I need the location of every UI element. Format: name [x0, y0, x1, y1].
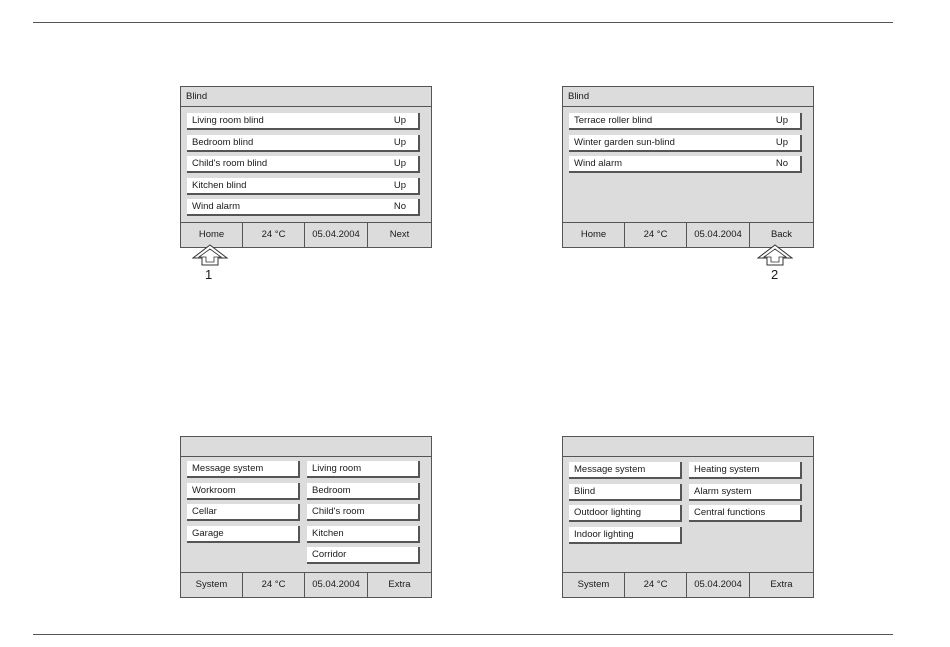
list-item-living-room[interactable]: Living room — [307, 461, 420, 478]
list-item-workroom[interactable]: Workroom — [187, 483, 300, 500]
row-value: Up — [393, 180, 406, 191]
row-value: No — [775, 158, 788, 169]
rooms-panel — [180, 436, 432, 598]
top-rule — [33, 22, 893, 23]
blind-panel-2 — [562, 86, 814, 248]
functions-panel — [562, 436, 814, 598]
list-item-childs-room[interactable]: Child's room — [307, 504, 420, 521]
panel-title: Blind — [181, 87, 431, 107]
list-item-central-functions[interactable]: Central functions — [689, 505, 802, 522]
list-item-message-system[interactable]: Message system — [569, 462, 682, 479]
list-item-bedroom[interactable]: Bedroom — [307, 483, 420, 500]
list-item-kitchen[interactable]: Kitchen — [307, 526, 420, 543]
callout-number-1: 1 — [205, 267, 213, 282]
panel-title — [563, 437, 813, 457]
footer-bar — [181, 572, 431, 597]
system-button[interactable]: System — [563, 573, 625, 597]
row-label: Wind alarm — [192, 201, 241, 212]
list-item-garage[interactable]: Garage — [187, 526, 300, 543]
row-label: Winter garden sun-blind — [574, 137, 675, 148]
row-label: Child's room blind — [192, 158, 268, 169]
list-item-terrace-roller-blind[interactable] — [569, 113, 802, 130]
next-button[interactable]: Next — [389, 229, 410, 240]
list-item-bedroom-blind[interactable] — [187, 135, 420, 152]
row-label: Wind alarm — [574, 158, 623, 169]
callout-number-2: 2 — [771, 267, 779, 282]
system-button[interactable]: System — [181, 573, 243, 597]
list-item-outdoor-lighting[interactable]: Outdoor lighting — [569, 505, 682, 522]
list-item-cellar[interactable]: Cellar — [187, 504, 300, 521]
list-item-corridor[interactable]: Corridor — [307, 547, 420, 564]
list-item-message-system[interactable]: Message system — [187, 461, 300, 478]
row-value: Up — [393, 115, 406, 126]
list-item-indoor-lighting[interactable]: Indoor lighting — [569, 527, 682, 544]
row-value: Up — [393, 137, 406, 148]
temperature-display: 24 °C — [625, 223, 687, 247]
footer-bar — [563, 572, 813, 597]
extra-button[interactable]: Extra — [388, 579, 411, 590]
list-item-childs-room-blind[interactable] — [187, 156, 420, 173]
list-item-living-room-blind[interactable] — [187, 113, 420, 130]
date-display: 05.04.2004 — [687, 223, 750, 247]
list-item-wind-alarm[interactable] — [187, 199, 420, 216]
row-label: Kitchen blind — [192, 180, 247, 191]
list-item-kitchen-blind[interactable] — [187, 178, 420, 195]
home-button[interactable]: Home — [563, 223, 625, 247]
row-label: Terrace roller blind — [574, 115, 653, 126]
extra-button[interactable]: Extra — [770, 579, 793, 590]
row-value: Up — [393, 158, 406, 169]
date-display: 05.04.2004 — [305, 573, 368, 597]
temperature-display: 24 °C — [625, 573, 687, 597]
row-label: Living room blind — [192, 115, 264, 126]
list-item-heating-system[interactable]: Heating system — [689, 462, 802, 479]
list-item-winter-garden-sun-blind[interactable] — [569, 135, 802, 152]
blind-panel-1 — [180, 86, 432, 248]
list-item-blind[interactable]: Blind — [569, 484, 682, 501]
row-label: Bedroom blind — [192, 137, 254, 148]
date-display: 05.04.2004 — [305, 223, 368, 247]
back-button[interactable]: Back — [770, 229, 793, 240]
row-value: Up — [775, 137, 788, 148]
list-item-wind-alarm[interactable] — [569, 156, 802, 173]
row-value: No — [393, 201, 406, 212]
home-button[interactable]: Home — [181, 223, 243, 247]
bottom-rule — [33, 634, 893, 635]
temperature-display: 24 °C — [243, 223, 305, 247]
panel-title — [181, 437, 431, 457]
panel-title: Blind — [563, 87, 813, 107]
date-display: 05.04.2004 — [687, 573, 750, 597]
temperature-display: 24 °C — [243, 573, 305, 597]
row-value: Up — [775, 115, 788, 126]
list-item-alarm-system[interactable]: Alarm system — [689, 484, 802, 501]
